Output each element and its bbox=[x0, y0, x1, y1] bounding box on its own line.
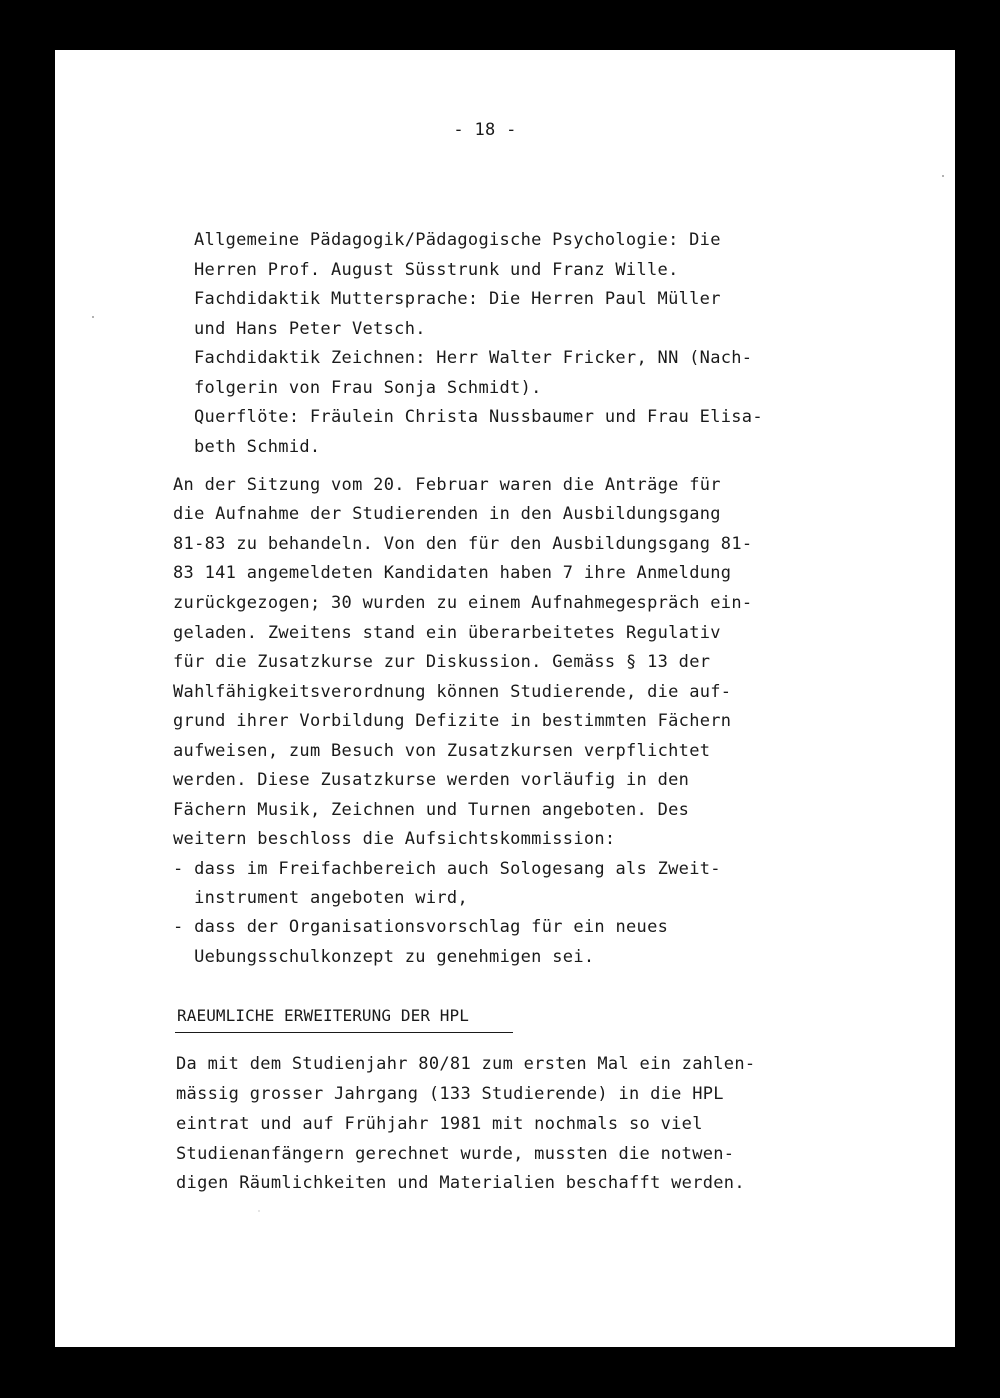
members-line: Fachdidaktik Zeichnen: Herr Walter Fricker, NN (Nach- bbox=[194, 348, 753, 368]
session-line: grund ihrer Vorbildung Defizite in bestimmten Fächern bbox=[173, 711, 732, 731]
expansion-line: eintrat und auf Frühjahr 1981 mit nochmals so viel bbox=[176, 1114, 703, 1134]
session-line: aufweisen, zum Besuch von Zusatzkursen verpflichtet bbox=[173, 741, 711, 761]
page-number: - 18 - bbox=[453, 120, 517, 140]
section-heading: RAEUMLICHE ERWEITERUNG DER HPL bbox=[177, 1006, 469, 1025]
scan-speck bbox=[92, 316, 94, 318]
scan-speck bbox=[258, 1210, 260, 1212]
bullet-line: - dass der Organisationsvorschlag für ein neues bbox=[173, 917, 669, 937]
session-line: 81-83 zu behandeln. Von den für den Ausbildungsgang 81- bbox=[173, 534, 753, 554]
session-line: An der Sitzung vom 20. Februar waren die Anträge für bbox=[173, 475, 721, 495]
session-line: die Aufnahme der Studierenden in den Ausbildungsgang bbox=[173, 504, 721, 524]
session-line: geladen. Zweitens stand ein überarbeitetes Regulativ bbox=[173, 623, 721, 643]
bullet-line: instrument angeboten wird, bbox=[173, 888, 468, 908]
session-line: Wahlfähigkeitsverordnung können Studierende, die auf- bbox=[173, 682, 732, 702]
expansion-line: Da mit dem Studienjahr 80/81 zum ersten Mal ein zahlen- bbox=[176, 1054, 756, 1074]
members-line: Querflöte: Fräulein Christa Nussbaumer und Frau Elisa- bbox=[194, 407, 763, 427]
bullet-line: - dass im Freifachbereich auch Sologesang als Zweit- bbox=[173, 859, 721, 879]
bullet-line: Uebungsschulkonzept zu genehmigen sei. bbox=[173, 947, 595, 967]
members-line: Herren Prof. August Süsstrunk und Franz Wille. bbox=[194, 260, 679, 280]
session-line: zurückgezogen; 30 wurden zu einem Aufnahmegespräch ein- bbox=[173, 593, 753, 613]
session-line: Fächern Musik, Zeichnen und Turnen angeboten. Des bbox=[173, 800, 690, 820]
session-line: 83 141 angemeldeten Kandidaten haben 7 ihre Anmeldung bbox=[173, 563, 732, 583]
members-line: beth Schmid. bbox=[194, 437, 321, 457]
members-line: Allgemeine Pädagogik/Pädagogische Psychologie: Die bbox=[194, 230, 721, 250]
session-line: für die Zusatzkurse zur Diskussion. Gemäss § 13 der bbox=[173, 652, 711, 672]
session-line: weitern beschloss die Aufsichtskommission: bbox=[173, 829, 616, 849]
expansion-line: Studienanfängern gerechnet wurde, mussten die notwen- bbox=[176, 1144, 735, 1164]
members-line: folgerin von Frau Sonja Schmidt). bbox=[194, 378, 542, 398]
expansion-line: mässig grosser Jahrgang (133 Studierende) in die HPL bbox=[176, 1084, 724, 1104]
scan-speck bbox=[942, 175, 944, 177]
session-line: werden. Diese Zusatzkurse werden vorläufig in den bbox=[173, 770, 690, 790]
members-line: Fachdidaktik Muttersprache: Die Herren Paul Müller bbox=[194, 289, 721, 309]
expansion-line: digen Räumlichkeiten und Materialien beschafft werden. bbox=[176, 1173, 745, 1193]
document-page bbox=[55, 50, 955, 1347]
members-line: und Hans Peter Vetsch. bbox=[194, 319, 426, 339]
heading-underline bbox=[175, 1032, 513, 1033]
